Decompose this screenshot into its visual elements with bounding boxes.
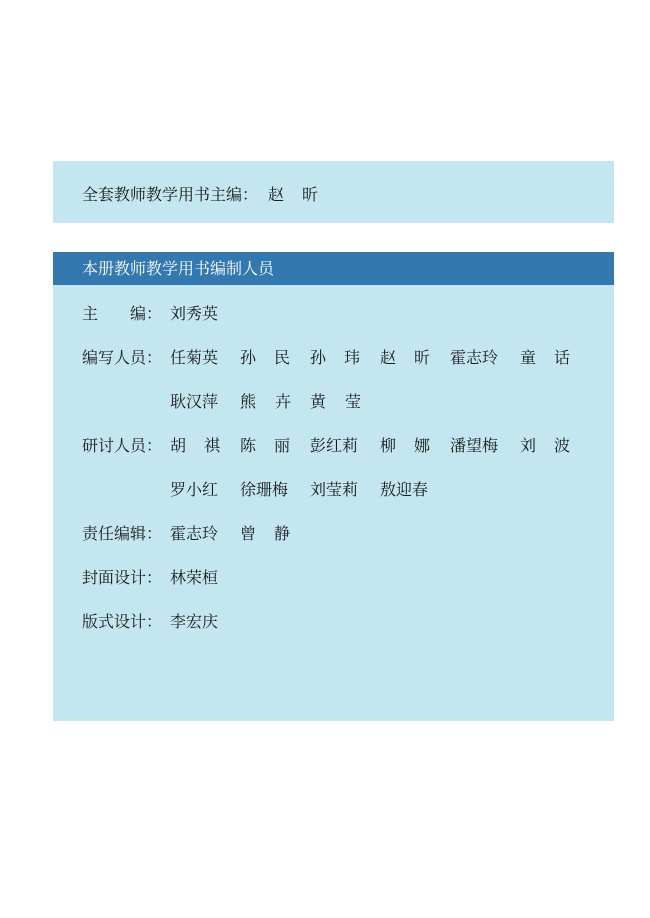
staff-name: 霍志玲: [450, 348, 499, 367]
staff-box: [53, 252, 614, 721]
staff-role-label: 封面设计：: [82, 568, 163, 587]
staff-name: 胡祺: [170, 436, 239, 455]
staff-name: 任菊英: [170, 348, 219, 367]
staff-names: [170, 567, 240, 589]
staff-name: 敖迎春: [380, 480, 429, 499]
staff-name: 刘秀英: [170, 304, 219, 323]
staff-role-label: 研讨人员：: [82, 436, 163, 455]
staff-name: 柳娜: [380, 436, 449, 455]
staff-names: [170, 479, 450, 501]
staff-names: [170, 523, 310, 545]
staff-name: 霍志玲: [170, 524, 219, 543]
staff-name: 潘望梅: [450, 436, 499, 455]
staff-name: 曾静: [240, 524, 309, 543]
staff-name: 莹: [345, 392, 362, 411]
series-editor-line: [82, 182, 338, 205]
staff-role-label: 主 编：: [82, 304, 163, 323]
staff-names: [170, 611, 240, 633]
staff-name: 赵昕: [380, 348, 449, 367]
staff-name: 徐珊梅: [240, 480, 289, 499]
staff-names: [170, 391, 380, 413]
staff-role-label: 版式设计：: [82, 612, 163, 631]
staff-name: 罗小红: [170, 480, 219, 499]
staff-name: 童话: [520, 348, 589, 367]
series-editor-box: [53, 161, 614, 223]
staff-name: 刘波: [520, 436, 589, 455]
staff-name: 林荣桓: [170, 568, 219, 587]
staff-names: [170, 435, 590, 457]
staff-name: 卉: [275, 392, 292, 411]
series-editor-name: 赵昕: [268, 185, 337, 204]
staff-names: [170, 303, 240, 325]
staff-name: 熊: [240, 392, 257, 411]
staff-name: 陈丽: [240, 436, 309, 455]
series-editor-label: 全套教师教学用书主编：: [82, 185, 259, 204]
staff-name: 孙民: [240, 348, 309, 367]
staff-role-label: 编写人员：: [82, 348, 163, 367]
staff-name: 李宏庆: [170, 612, 219, 631]
staff-role-label: 责任编辑：: [82, 524, 163, 543]
staff-name: 彭红莉: [310, 436, 359, 455]
staff-name: 黄: [310, 392, 327, 411]
staff-name: 耿汉萍: [170, 392, 219, 411]
staff-header: 本册教师教学用书编制人员: [53, 252, 614, 285]
staff-name: 刘莹莉: [310, 480, 359, 499]
staff-name: 孙玮: [310, 348, 379, 367]
staff-names: [170, 347, 590, 369]
